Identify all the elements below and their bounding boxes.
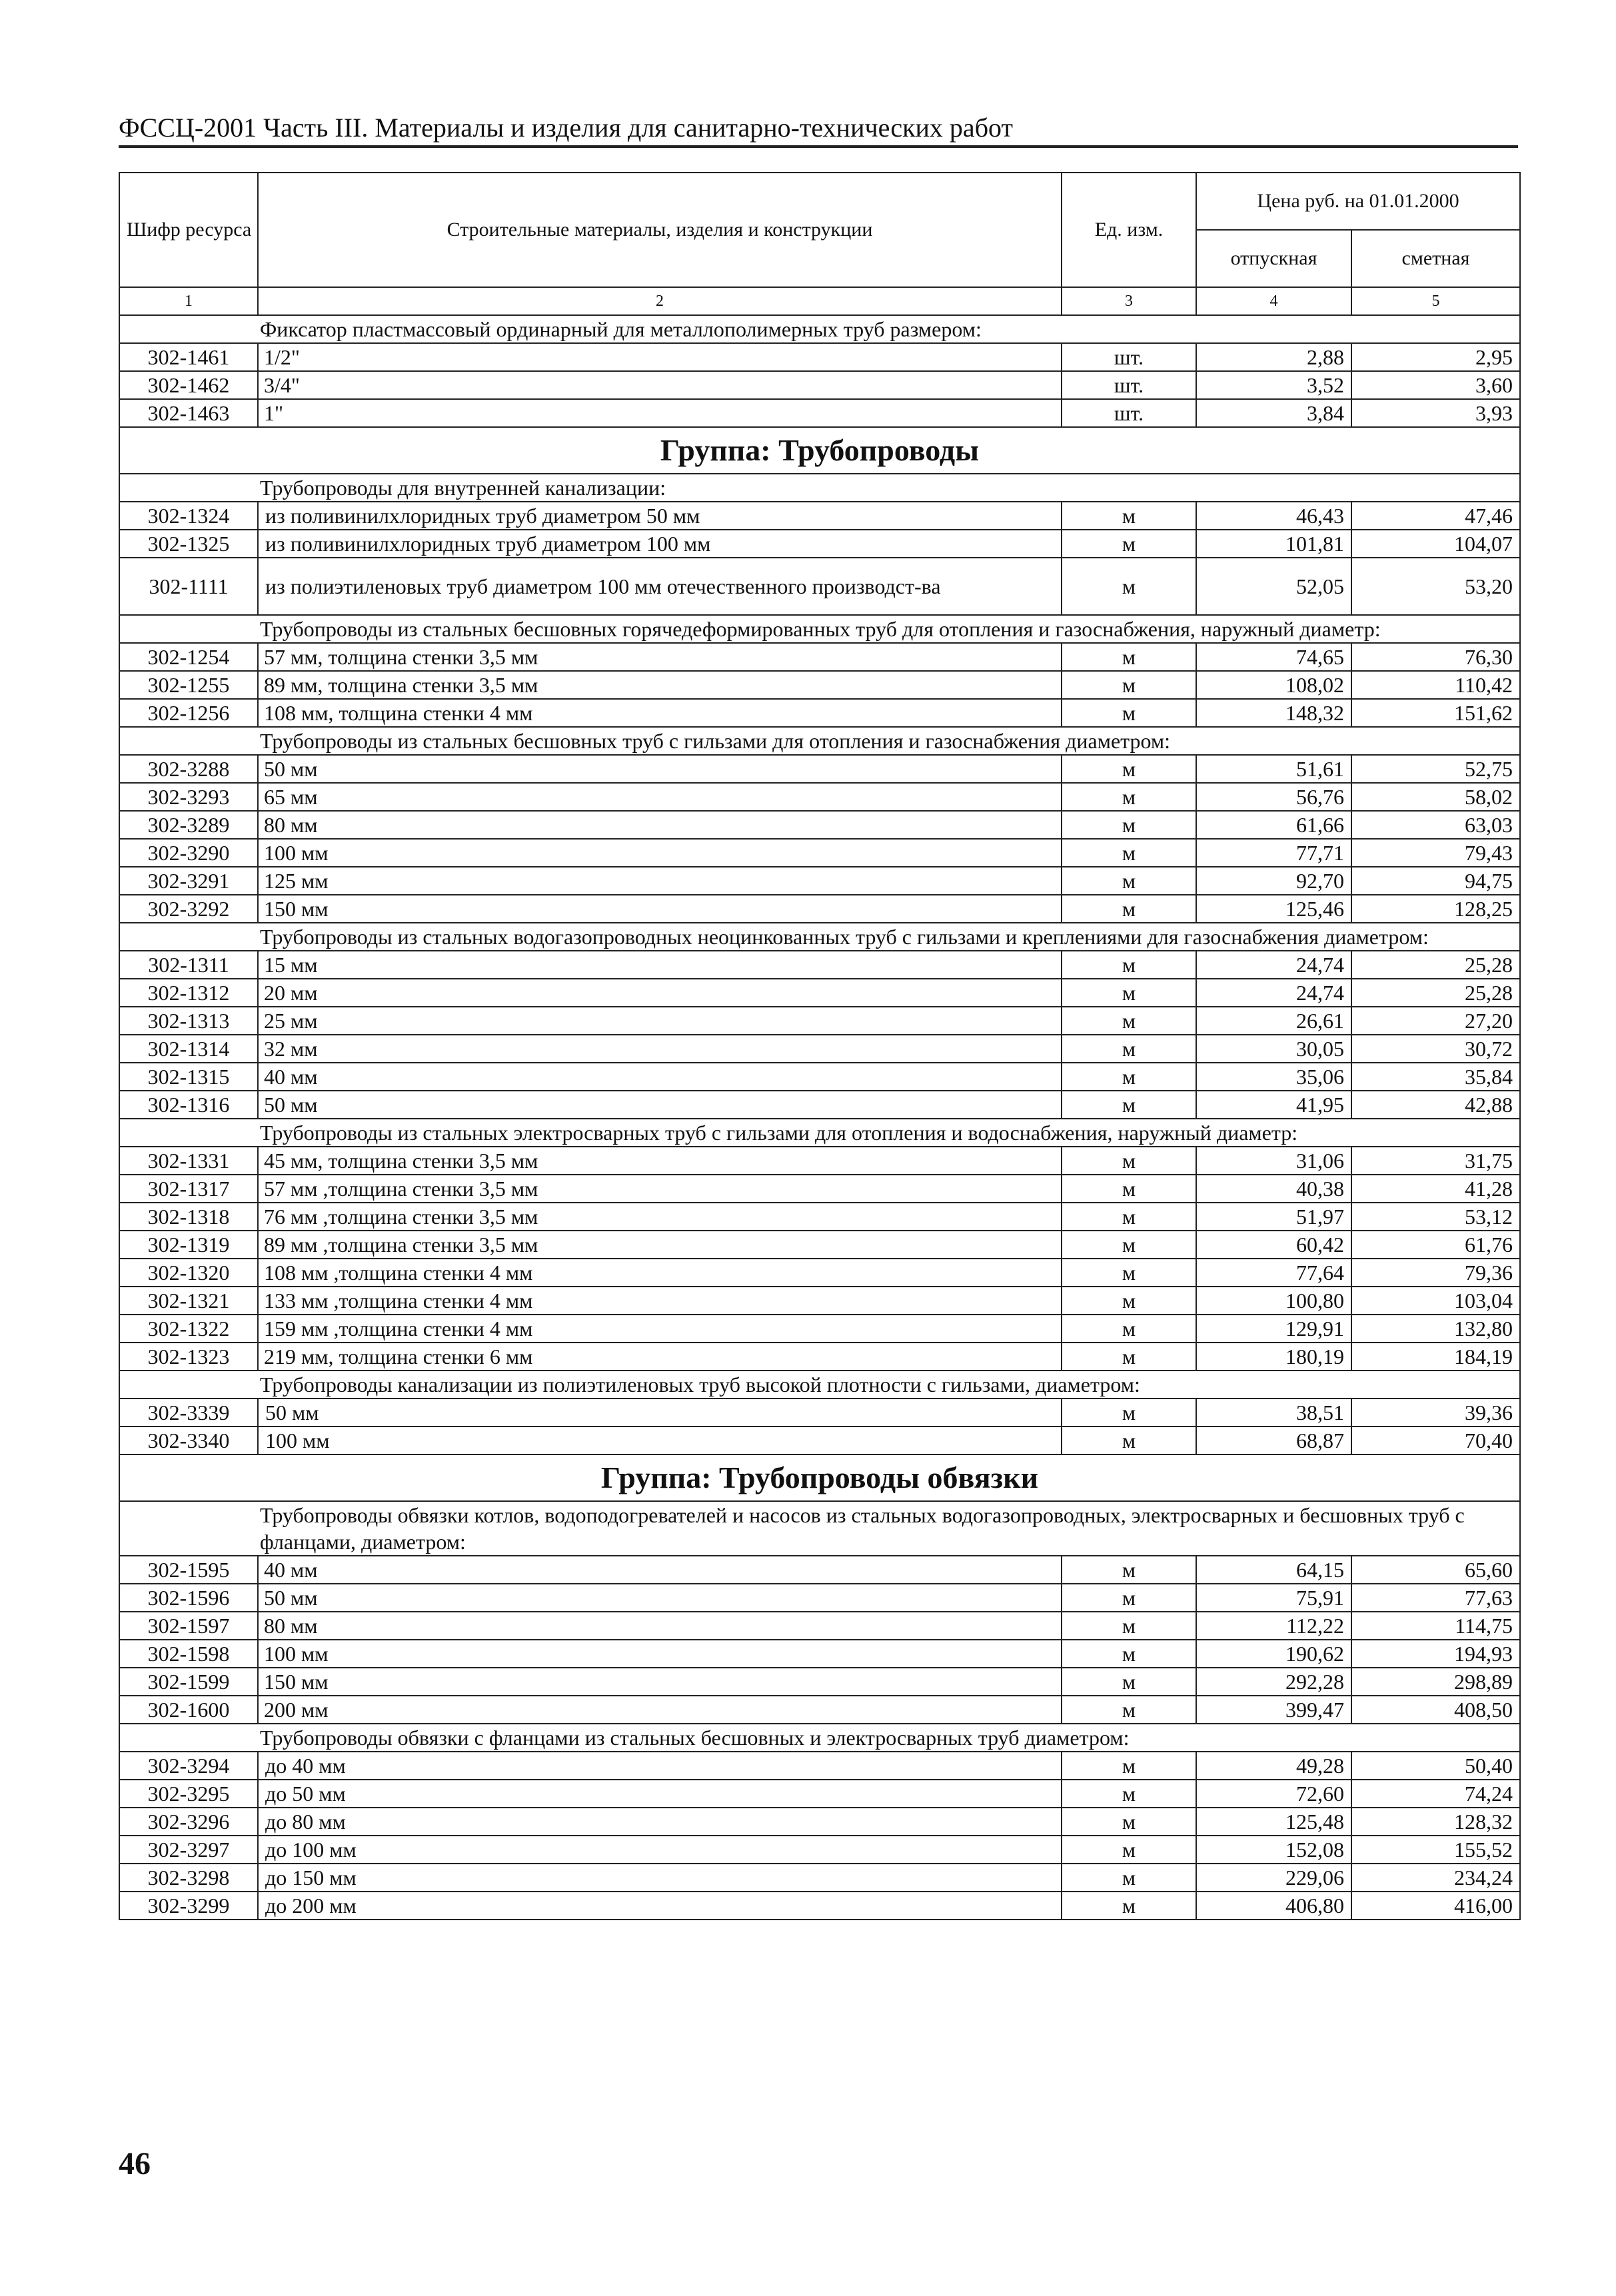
release-price: 51,97 [1196, 1203, 1351, 1231]
resource-code: 302-1324 [119, 502, 258, 530]
estimate-price: 53,12 [1351, 1203, 1520, 1231]
release-price: 49,28 [1196, 1752, 1351, 1780]
material-name: 50 мм [258, 1584, 1062, 1612]
release-price: 77,64 [1196, 1259, 1351, 1287]
unit-cell: м [1062, 643, 1196, 671]
release-price: 2,88 [1196, 343, 1351, 371]
col-number: 3 [1062, 287, 1196, 315]
estimate-price: 25,28 [1351, 951, 1520, 979]
unit-cell: м [1062, 1556, 1196, 1584]
material-name: из поливинилхлоридных труб диаметром 100 мм [258, 530, 1062, 558]
unit-cell: м [1062, 783, 1196, 811]
col-header-unit: Ед. изм. [1062, 173, 1196, 287]
table-row [119, 1584, 1520, 1612]
table-row [119, 1259, 1520, 1287]
resource-code: 302-1313 [119, 1007, 258, 1035]
resource-code: 302-1595 [119, 1556, 258, 1584]
resource-code: 302-3339 [119, 1399, 258, 1427]
estimate-price: 25,28 [1351, 979, 1520, 1007]
resource-code: 302-1256 [119, 699, 258, 727]
unit-cell: м [1062, 671, 1196, 699]
material-name: 150 мм [258, 895, 1062, 923]
release-price: 38,51 [1196, 1399, 1351, 1427]
table-row [119, 1175, 1520, 1203]
table-row [119, 979, 1520, 1007]
release-price: 40,38 [1196, 1175, 1351, 1203]
material-name: 40 мм [258, 1556, 1062, 1584]
table-row [119, 867, 1520, 895]
page-header: ФССЦ-2001 Часть III. Материалы и изделия для санитарно-технических работ [119, 112, 1518, 148]
subheading: Трубопроводы обвязки котлов, водоподогревателей и насосов из стальных водогазопроводных, электросварных и бесшовных труб с фланцами, диаметром: [119, 1501, 1520, 1556]
material-name: 50 мм [258, 1399, 1062, 1427]
material-name: 15 мм [258, 951, 1062, 979]
subheading-row [119, 923, 1520, 951]
material-name: 150 мм [258, 1668, 1062, 1696]
estimate-price: 50,40 [1351, 1752, 1520, 1780]
table-row [119, 1287, 1520, 1315]
table-row [119, 699, 1520, 727]
release-price: 148,32 [1196, 699, 1351, 727]
subheading-row [119, 315, 1520, 343]
resource-code: 302-3297 [119, 1836, 258, 1864]
estimate-price: 298,89 [1351, 1668, 1520, 1696]
unit-cell: м [1062, 1175, 1196, 1203]
release-price: 35,06 [1196, 1063, 1351, 1091]
estimate-price: 408,50 [1351, 1696, 1520, 1724]
col-number: 5 [1351, 287, 1520, 315]
estimate-price: 79,36 [1351, 1259, 1520, 1287]
material-name: до 150 мм [258, 1864, 1062, 1892]
estimate-price: 47,46 [1351, 502, 1520, 530]
unit-cell: м [1062, 1091, 1196, 1119]
resource-code: 302-1323 [119, 1343, 258, 1371]
release-price: 108,02 [1196, 671, 1351, 699]
unit-cell: м [1062, 1315, 1196, 1343]
release-price: 3,84 [1196, 399, 1351, 427]
unit-cell: м [1062, 1063, 1196, 1091]
resource-code: 302-1461 [119, 343, 258, 371]
material-name: до 80 мм [258, 1808, 1062, 1836]
release-price: 100,80 [1196, 1287, 1351, 1315]
estimate-price: 94,75 [1351, 867, 1520, 895]
subheading: Трубопроводы из стальных электросварных труб с гильзами для отопления и водоснабжения, наружный диаметр: [119, 1119, 1520, 1147]
subheading-row [119, 727, 1520, 755]
estimate-price: 184,19 [1351, 1343, 1520, 1371]
resource-code: 302-1321 [119, 1287, 258, 1315]
unit-cell: м [1062, 1780, 1196, 1808]
subheading-row [119, 1501, 1520, 1556]
unit-cell: м [1062, 558, 1196, 615]
resource-code: 302-1312 [119, 979, 258, 1007]
estimate-price: 104,07 [1351, 530, 1520, 558]
subheading: Трубопроводы обвязки с фланцами из стальных бесшовных и электросварных труб диаметром: [119, 1724, 1520, 1752]
release-price: 229,06 [1196, 1864, 1351, 1892]
release-price: 3,52 [1196, 371, 1351, 399]
resource-code: 302-3293 [119, 783, 258, 811]
estimate-price: 61,76 [1351, 1231, 1520, 1259]
resource-code: 302-3288 [119, 755, 258, 783]
material-name: 80 мм [258, 1612, 1062, 1640]
material-name: 100 мм [258, 839, 1062, 867]
material-name: 57 мм, толщина стенки 3,5 мм [258, 643, 1062, 671]
col-header-price: Цена руб. на 01.01.2000 [1196, 173, 1520, 230]
material-name: 100 мм [258, 1640, 1062, 1668]
table-row [119, 1091, 1520, 1119]
table-row [119, 643, 1520, 671]
subheading-row [119, 1119, 1520, 1147]
table-row [119, 1836, 1520, 1864]
unit-cell: м [1062, 839, 1196, 867]
release-price: 180,19 [1196, 1343, 1351, 1371]
subheading: Фиксатор пластмассовый ординарный для металлополимерных труб размером: [119, 315, 1520, 343]
unit-cell: шт. [1062, 399, 1196, 427]
unit-cell: м [1062, 1892, 1196, 1920]
unit-cell: м [1062, 1612, 1196, 1640]
resource-code: 302-1463 [119, 399, 258, 427]
estimate-price: 132,80 [1351, 1315, 1520, 1343]
col-header-estimate: сметная [1351, 230, 1520, 287]
unit-cell: м [1062, 502, 1196, 530]
estimate-price: 53,20 [1351, 558, 1520, 615]
resource-code: 302-1598 [119, 1640, 258, 1668]
table-row [119, 343, 1520, 371]
release-price: 46,43 [1196, 502, 1351, 530]
resource-code: 302-1311 [119, 951, 258, 979]
material-name: 89 мм ,толщина стенки 3,5 мм [258, 1231, 1062, 1259]
estimate-price: 31,75 [1351, 1147, 1520, 1175]
resource-code: 302-3295 [119, 1780, 258, 1808]
resource-code: 302-1315 [119, 1063, 258, 1091]
col-header-release: отпускная [1196, 230, 1351, 287]
estimate-price: 52,75 [1351, 755, 1520, 783]
table-row [119, 839, 1520, 867]
material-name: 1" [258, 399, 1062, 427]
table-row [119, 530, 1520, 558]
estimate-price: 63,03 [1351, 811, 1520, 839]
release-price: 92,70 [1196, 867, 1351, 895]
release-price: 52,05 [1196, 558, 1351, 615]
resource-code: 302-1597 [119, 1612, 258, 1640]
table-header [119, 173, 1520, 315]
subheading-row [119, 474, 1520, 502]
table-row [119, 755, 1520, 783]
resource-code: 302-3289 [119, 811, 258, 839]
unit-cell: м [1062, 811, 1196, 839]
subheading: Трубопроводы из стальных водогазопроводных неоцинкованных труб с гильзами и креплениями для газоснабжения диаметром: [119, 923, 1520, 951]
table-row [119, 895, 1520, 923]
material-name: до 40 мм [258, 1752, 1062, 1780]
unit-cell: м [1062, 1259, 1196, 1287]
release-price: 30,05 [1196, 1035, 1351, 1063]
resource-code: 302-3299 [119, 1892, 258, 1920]
group-heading: Группа: Трубопроводы обвязки [119, 1454, 1520, 1501]
unit-cell: м [1062, 867, 1196, 895]
estimate-price: 58,02 [1351, 783, 1520, 811]
material-name: 40 мм [258, 1063, 1062, 1091]
release-price: 31,06 [1196, 1147, 1351, 1175]
resource-code: 302-1318 [119, 1203, 258, 1231]
resource-code: 302-1320 [119, 1259, 258, 1287]
col-number: 2 [258, 287, 1062, 315]
resource-code: 302-3294 [119, 1752, 258, 1780]
table-row [119, 1007, 1520, 1035]
table-row [119, 671, 1520, 699]
material-name: 200 мм [258, 1696, 1062, 1724]
table-row [119, 1640, 1520, 1668]
estimate-price: 155,52 [1351, 1836, 1520, 1864]
release-price: 41,95 [1196, 1091, 1351, 1119]
table-row [119, 371, 1520, 399]
release-price: 56,76 [1196, 783, 1351, 811]
table-row [119, 1752, 1520, 1780]
estimate-price: 3,93 [1351, 399, 1520, 427]
release-price: 190,62 [1196, 1640, 1351, 1668]
release-price: 64,15 [1196, 1556, 1351, 1584]
release-price: 292,28 [1196, 1668, 1351, 1696]
estimate-price: 35,84 [1351, 1063, 1520, 1091]
release-price: 61,66 [1196, 811, 1351, 839]
material-name: 20 мм [258, 979, 1062, 1007]
table-row [119, 811, 1520, 839]
resource-code: 302-3290 [119, 839, 258, 867]
page-number: 46 [119, 2146, 151, 2181]
material-name: 57 мм ,толщина стенки 3,5 мм [258, 1175, 1062, 1203]
unit-cell: м [1062, 1203, 1196, 1231]
material-name: до 50 мм [258, 1780, 1062, 1808]
estimate-price: 79,43 [1351, 839, 1520, 867]
material-name: 76 мм ,толщина стенки 3,5 мм [258, 1203, 1062, 1231]
resource-code: 302-1331 [119, 1147, 258, 1175]
resource-code: 302-1325 [119, 530, 258, 558]
table-row [119, 399, 1520, 427]
resource-code: 302-1316 [119, 1091, 258, 1119]
table-row [119, 558, 1520, 615]
unit-cell: м [1062, 1584, 1196, 1612]
unit-cell: м [1062, 1668, 1196, 1696]
resource-code: 302-3340 [119, 1427, 258, 1454]
estimate-price: 65,60 [1351, 1556, 1520, 1584]
resource-code: 302-1596 [119, 1584, 258, 1612]
table-row [119, 783, 1520, 811]
material-name: 108 мм ,толщина стенки 4 мм [258, 1259, 1062, 1287]
unit-cell: м [1062, 979, 1196, 1007]
material-name: 80 мм [258, 811, 1062, 839]
release-price: 75,91 [1196, 1584, 1351, 1612]
subheading-row [119, 1371, 1520, 1399]
resource-code: 302-3296 [119, 1808, 258, 1836]
table-row [119, 1696, 1520, 1724]
table-row [119, 1399, 1520, 1427]
table-row [119, 951, 1520, 979]
estimate-price: 41,28 [1351, 1175, 1520, 1203]
unit-cell: м [1062, 1427, 1196, 1454]
resource-code: 302-1462 [119, 371, 258, 399]
estimate-price: 151,62 [1351, 699, 1520, 727]
material-name: 3/4" [258, 371, 1062, 399]
material-name: 45 мм, толщина стенки 3,5 мм [258, 1147, 1062, 1175]
table-row [119, 1892, 1520, 1920]
unit-cell: м [1062, 1640, 1196, 1668]
subheading-row [119, 615, 1520, 643]
table-row [119, 1668, 1520, 1696]
material-name: 108 мм, толщина стенки 4 мм [258, 699, 1062, 727]
release-price: 72,60 [1196, 1780, 1351, 1808]
resource-code: 302-3298 [119, 1864, 258, 1892]
subheading: Трубопроводы из стальных бесшовных труб с гильзами для отопления и газоснабжения диаметром: [119, 727, 1520, 755]
price-table [119, 172, 1521, 1920]
material-name: 1/2" [258, 343, 1062, 371]
col-number: 4 [1196, 287, 1351, 315]
col-header-code: Шифр ресурса [119, 173, 258, 287]
resource-code: 302-1322 [119, 1315, 258, 1343]
material-name: 89 мм, толщина стенки 3,5 мм [258, 671, 1062, 699]
estimate-price: 416,00 [1351, 1892, 1520, 1920]
estimate-price: 128,25 [1351, 895, 1520, 923]
subheading: Трубопроводы из стальных бесшовных горячедеформированных труб для отопления и газоснабжения, наружный диаметр: [119, 615, 1520, 643]
table-row [119, 1427, 1520, 1454]
table-row [119, 1556, 1520, 1584]
unit-cell: м [1062, 1808, 1196, 1836]
material-name: 65 мм [258, 783, 1062, 811]
unit-cell: м [1062, 1836, 1196, 1864]
unit-cell: м [1062, 1864, 1196, 1892]
group-heading-row [119, 427, 1520, 474]
table-row [119, 1864, 1520, 1892]
estimate-price: 128,32 [1351, 1808, 1520, 1836]
estimate-price: 39,36 [1351, 1399, 1520, 1427]
unit-cell: м [1062, 1696, 1196, 1724]
release-price: 24,74 [1196, 979, 1351, 1007]
release-price: 74,65 [1196, 643, 1351, 671]
material-name: из полиэтиленовых труб диаметром 100 мм отечественного производст-ва [258, 558, 1062, 615]
col-number: 1 [119, 287, 258, 315]
estimate-price: 77,63 [1351, 1584, 1520, 1612]
table-body [119, 315, 1520, 1920]
column-numbers-row [119, 287, 1520, 315]
estimate-price: 103,04 [1351, 1287, 1520, 1315]
resource-code: 302-1599 [119, 1668, 258, 1696]
material-name: 50 мм [258, 755, 1062, 783]
unit-cell: м [1062, 951, 1196, 979]
estimate-price: 74,24 [1351, 1780, 1520, 1808]
unit-cell: м [1062, 699, 1196, 727]
release-price: 125,48 [1196, 1808, 1351, 1836]
table-row [119, 1147, 1520, 1175]
resource-code: 302-1254 [119, 643, 258, 671]
unit-cell: м [1062, 1752, 1196, 1780]
unit-cell: м [1062, 1343, 1196, 1371]
unit-cell: м [1062, 1399, 1196, 1427]
col-header-name: Строительные материалы, изделия и конструкции [258, 173, 1062, 287]
material-name: 159 мм ,толщина стенки 4 мм [258, 1315, 1062, 1343]
resource-code: 302-3292 [119, 895, 258, 923]
unit-cell: м [1062, 530, 1196, 558]
material-name: 125 мм [258, 867, 1062, 895]
release-price: 51,61 [1196, 755, 1351, 783]
unit-cell: м [1062, 1231, 1196, 1259]
release-price: 125,46 [1196, 895, 1351, 923]
estimate-price: 76,30 [1351, 643, 1520, 671]
table-row [119, 1063, 1520, 1091]
table-row [119, 1780, 1520, 1808]
resource-code: 302-1314 [119, 1035, 258, 1063]
table-row [119, 1035, 1520, 1063]
subheading-row [119, 1724, 1520, 1752]
material-name: 50 мм [258, 1091, 1062, 1119]
estimate-price: 114,75 [1351, 1612, 1520, 1640]
estimate-price: 30,72 [1351, 1035, 1520, 1063]
material-name: 133 мм ,толщина стенки 4 мм [258, 1287, 1062, 1315]
table-row [119, 1343, 1520, 1371]
release-price: 129,91 [1196, 1315, 1351, 1343]
release-price: 26,61 [1196, 1007, 1351, 1035]
subheading: Трубопроводы для внутренней канализации: [119, 474, 1520, 502]
release-price: 101,81 [1196, 530, 1351, 558]
group-heading-row [119, 1454, 1520, 1501]
estimate-price: 2,95 [1351, 343, 1520, 371]
table-row [119, 1231, 1520, 1259]
estimate-price: 3,60 [1351, 371, 1520, 399]
group-heading: Группа: Трубопроводы [119, 427, 1520, 474]
unit-cell: м [1062, 895, 1196, 923]
release-price: 77,71 [1196, 839, 1351, 867]
material-name: до 200 мм [258, 1892, 1062, 1920]
release-price: 152,08 [1196, 1836, 1351, 1864]
table-row [119, 1808, 1520, 1836]
estimate-price: 42,88 [1351, 1091, 1520, 1119]
release-price: 60,42 [1196, 1231, 1351, 1259]
release-price: 24,74 [1196, 951, 1351, 979]
material-name: из поливинилхлоридных труб диаметром 50 мм [258, 502, 1062, 530]
resource-code: 302-3291 [119, 867, 258, 895]
resource-code: 302-1319 [119, 1231, 258, 1259]
estimate-price: 194,93 [1351, 1640, 1520, 1668]
resource-code: 302-1255 [119, 671, 258, 699]
material-name: 100 мм [258, 1427, 1062, 1454]
subheading: Трубопроводы канализации из полиэтиленовых труб высокой плотности с гильзами, диаметром: [119, 1371, 1520, 1399]
release-price: 112,22 [1196, 1612, 1351, 1640]
unit-cell: м [1062, 1035, 1196, 1063]
table-row [119, 502, 1520, 530]
release-price: 68,87 [1196, 1427, 1351, 1454]
material-name: 32 мм [258, 1035, 1062, 1063]
unit-cell: м [1062, 1147, 1196, 1175]
material-name: 25 мм [258, 1007, 1062, 1035]
estimate-price: 110,42 [1351, 671, 1520, 699]
unit-cell: м [1062, 1287, 1196, 1315]
unit-cell: шт. [1062, 343, 1196, 371]
release-price: 399,47 [1196, 1696, 1351, 1724]
resource-code: 302-1600 [119, 1696, 258, 1724]
estimate-price: 27,20 [1351, 1007, 1520, 1035]
resource-code: 302-1317 [119, 1175, 258, 1203]
table-row [119, 1315, 1520, 1343]
unit-cell: м [1062, 755, 1196, 783]
unit-cell: м [1062, 1007, 1196, 1035]
table-row [119, 1612, 1520, 1640]
unit-cell: шт. [1062, 371, 1196, 399]
material-name: 219 мм, толщина стенки 6 мм [258, 1343, 1062, 1371]
material-name: до 100 мм [258, 1836, 1062, 1864]
release-price: 406,80 [1196, 1892, 1351, 1920]
table-row [119, 1203, 1520, 1231]
estimate-price: 70,40 [1351, 1427, 1520, 1454]
resource-code: 302-1111 [119, 558, 258, 615]
estimate-price: 234,24 [1351, 1864, 1520, 1892]
